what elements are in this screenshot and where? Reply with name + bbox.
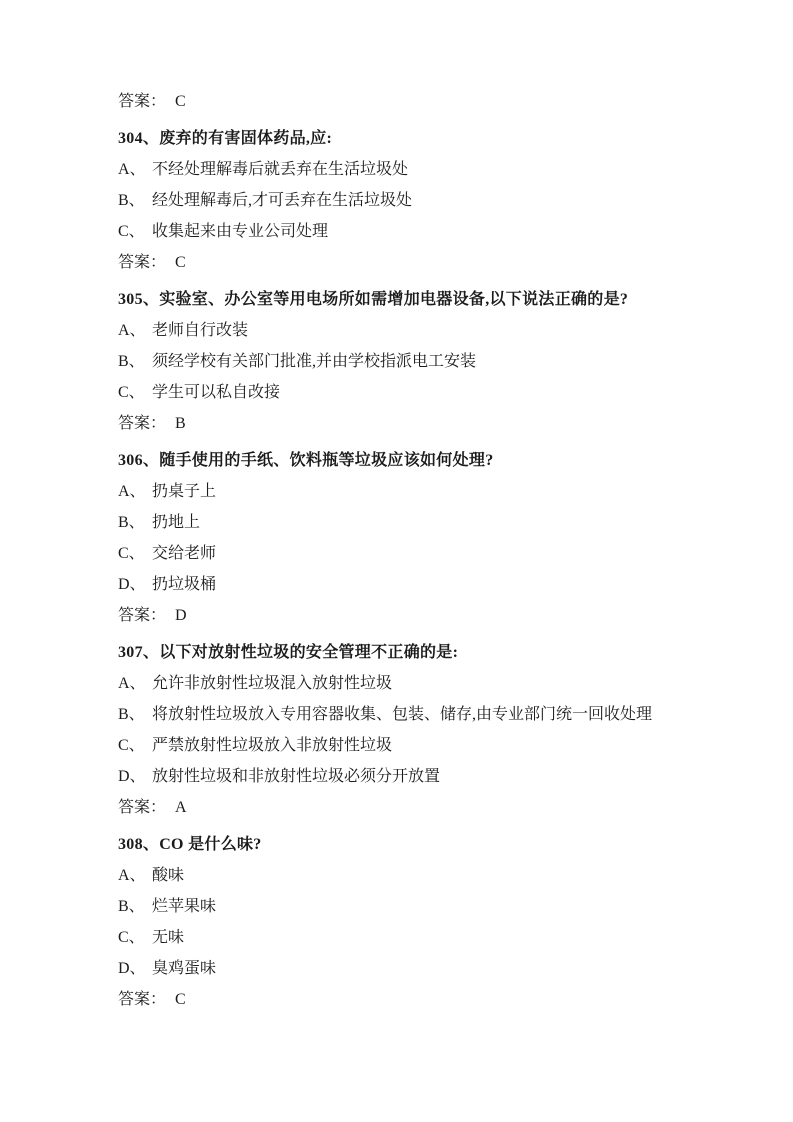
option-text: 严禁放射性垃圾放入非放射性垃圾 <box>152 737 393 754</box>
answer-line <box>118 414 715 434</box>
question-text: 实验室、办公室等用电场所如需增加电器设备,以下说法正确的是? <box>159 291 629 308</box>
question-text: 废弃的有害固体药品,应: <box>159 130 333 147</box>
option-text: 允许非放射性垃圾混入放射性垃圾 <box>152 675 393 692</box>
option-row <box>118 513 715 533</box>
option-letter: D、 <box>118 576 146 593</box>
option-row <box>118 544 715 564</box>
option-text: 收集起来由专业公司处理 <box>152 223 329 240</box>
option-row <box>118 959 715 979</box>
option-text: 臭鸡蛋味 <box>152 960 217 977</box>
option-text: 扔地上 <box>152 514 201 531</box>
answer-line <box>118 253 715 273</box>
answer-label: 答案： <box>118 415 167 432</box>
question-title <box>118 123 715 149</box>
option-letter: C、 <box>118 223 145 240</box>
options <box>118 866 715 979</box>
option-row <box>118 321 715 341</box>
option-row <box>118 482 715 502</box>
option-text: 老师自行改装 <box>152 322 249 339</box>
option-row <box>118 928 715 948</box>
answer-line <box>118 990 715 1010</box>
option-letter: D、 <box>118 960 146 977</box>
option-text: 无味 <box>152 929 185 946</box>
option-row <box>118 705 715 725</box>
question-block <box>118 445 715 626</box>
option-row <box>118 767 715 787</box>
option-letter: D、 <box>118 768 146 785</box>
option-row <box>118 352 715 372</box>
option-letter: C、 <box>118 384 145 401</box>
option-row <box>118 222 715 242</box>
question-text: CO 是什么味? <box>159 836 262 853</box>
answer-value: A <box>175 799 187 816</box>
options <box>118 160 715 242</box>
option-letter: B、 <box>118 192 145 209</box>
questions-list <box>118 123 715 1010</box>
option-text: 须经学校有关部门批准,并由学校指派电工安装 <box>152 353 477 370</box>
question-number: 305、 <box>118 291 160 308</box>
option-letter: C、 <box>118 737 145 754</box>
answer-label: 答案： <box>118 607 167 624</box>
answer-line <box>118 606 715 626</box>
answer-line <box>118 798 715 818</box>
option-text: 放射性垃圾和非放射性垃圾必须分开放置 <box>152 768 441 785</box>
question-number: 308、 <box>118 836 160 853</box>
question-number: 307、 <box>118 644 160 661</box>
options <box>118 482 715 595</box>
question-number: 304、 <box>118 130 160 147</box>
option-text: 经处理解毒后,才可丢弃在生活垃圾处 <box>152 192 413 209</box>
question-number: 306、 <box>118 452 160 469</box>
option-text: 扔桌子上 <box>152 483 217 500</box>
option-letter: A、 <box>118 675 146 692</box>
question-title <box>118 829 715 855</box>
option-text: 扔垃圾桶 <box>152 576 217 593</box>
option-row <box>118 383 715 403</box>
option-letter: B、 <box>118 706 145 723</box>
option-row <box>118 575 715 595</box>
option-letter: A、 <box>118 322 146 339</box>
answer-value: C <box>175 991 186 1008</box>
question-title <box>118 445 715 471</box>
answer-label: 答案： <box>118 93 167 110</box>
question-text: 以下对放射性垃圾的安全管理不正确的是: <box>159 644 459 661</box>
option-row <box>118 866 715 886</box>
option-text: 不经处理解毒后就丢弃在生活垃圾处 <box>152 161 409 178</box>
question-title <box>118 284 715 310</box>
answer-value: B <box>175 415 186 432</box>
option-row <box>118 191 715 211</box>
options <box>118 321 715 403</box>
answer-label: 答案： <box>118 991 167 1008</box>
option-row <box>118 160 715 180</box>
option-letter: B、 <box>118 898 145 915</box>
option-text: 烂苹果味 <box>152 898 217 915</box>
answer-value: D <box>175 607 187 624</box>
option-letter: A、 <box>118 867 146 884</box>
answer-value: C <box>175 254 186 271</box>
option-text: 交给老师 <box>152 545 217 562</box>
option-row <box>118 674 715 694</box>
question-block <box>118 829 715 1010</box>
question-block <box>118 637 715 818</box>
answer-label: 答案： <box>118 799 167 816</box>
option-text: 将放射性垃圾放入专用容器收集、包装、储存,由专业部门统一回收处理 <box>152 706 653 723</box>
previous-answer-line <box>118 92 715 112</box>
option-letter: C、 <box>118 929 145 946</box>
question-text: 随手使用的手纸、饮料瓶等垃圾应该如何处理? <box>159 452 494 469</box>
question-block <box>118 284 715 434</box>
option-letter: B、 <box>118 353 145 370</box>
option-text: 学生可以私自改接 <box>152 384 281 401</box>
option-letter: A、 <box>118 161 146 178</box>
options <box>118 674 715 787</box>
option-letter: A、 <box>118 483 146 500</box>
answer-label: 答案： <box>118 254 167 271</box>
option-row <box>118 897 715 917</box>
question-block <box>118 123 715 273</box>
option-letter: B、 <box>118 514 145 531</box>
answer-value: C <box>175 93 186 110</box>
option-text: 酸味 <box>152 867 185 884</box>
option-row <box>118 736 715 756</box>
question-title <box>118 637 715 663</box>
option-letter: C、 <box>118 545 145 562</box>
